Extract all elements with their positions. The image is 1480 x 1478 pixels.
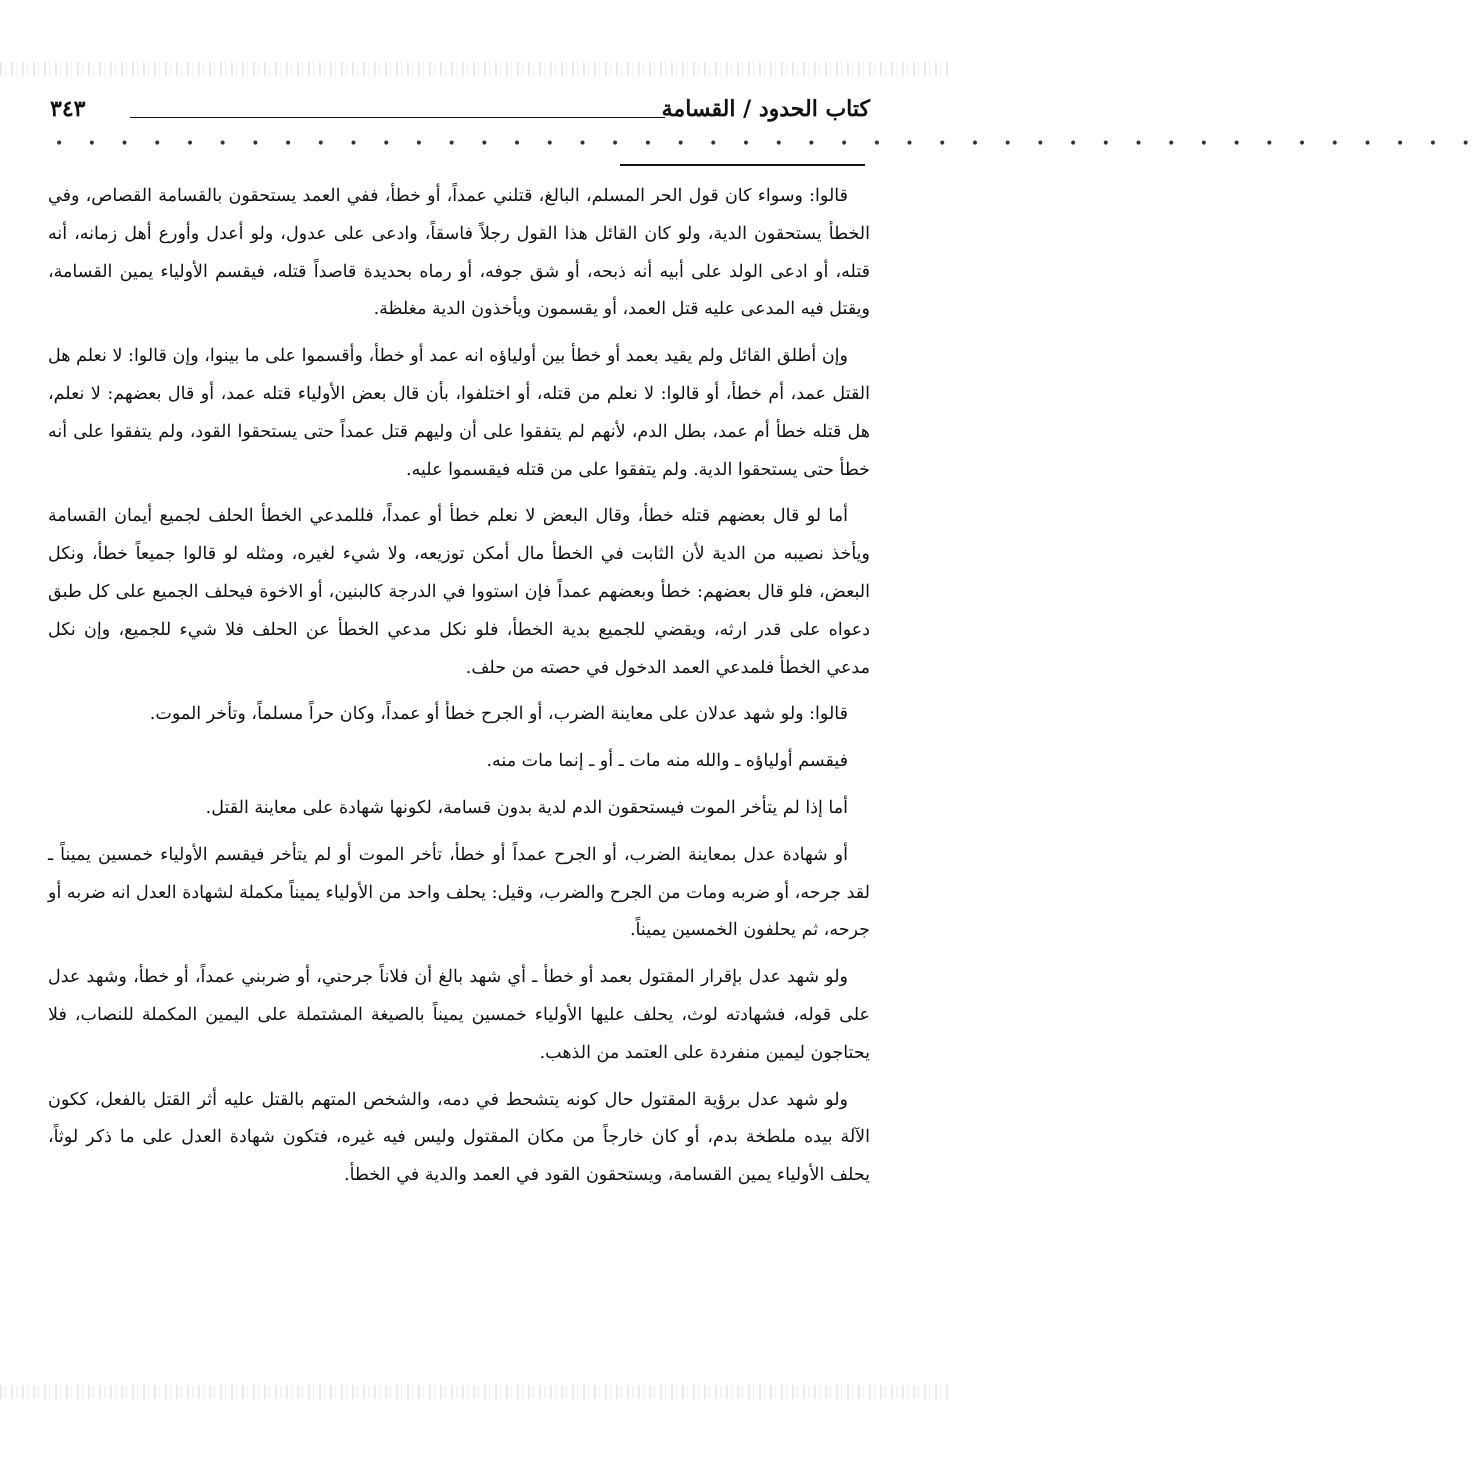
scan-noise-bottom xyxy=(0,1385,950,1399)
body-text xyxy=(48,178,870,1204)
short-rule xyxy=(620,164,865,166)
paragraph: وإن أطلق القائل ولم يقيد بعمد أو خطأ بين أولياؤه انه عمد أو خطأ، وأقسموا على ما بينوا، وإن قالوا: لا نعلم هل القتل عمد، أم خطأ، أو قالوا: لا نعلم من قتله، أو اختلفوا، بأن قال بعض الأولياء قتله عمد، أو قال بعضهم: لا نعلم، هل قتله خطأ أم عمد، بطل الدم، لأنهم لم يتفقوا على أن وليهم قتل عمداً حتى يستحقوا القود، ولم يتفقوا على أنه خطأ حتى يستحقوا الدية. ولم يتفقوا على من قتله فيقسموا عليه. xyxy=(48,346,870,480)
paragraph: أما لو قال بعضهم قتله خطأ، وقال البعض لا نعلم خطأ أو عمداً، فللمدعي الخطأ الحلف لجميع أيمان القسامة ويأخذ نصيبه من الدية لأن الثابت في الخطأ مال أمكن توزيعه، ولا شيء لغيره، ومثله لو قالوا جميعاً خطأ، ونكل البعض، فلو قال بعضهم: خطأ وبعضهم عمداً فإن استووا في الدرجة كالبنين، أو الاخوة فيحلف الجميع على كل طبق دعواه على قدر ارثه، ويقضي للجميع بدية الخطأ، فلو نكل مدعي الخطأ عن الحلف فلا شيء للجميع، وإن نكل مدعي الخطأ فلمدعي العمد الدخول في حصته من حلف. xyxy=(48,506,870,678)
paragraph: ولو شهد عدل برؤية المقتول حال كونه يتشحط في دمه، والشخص المتهم بالقتل عليه أثر القتل بالفعل، ككون الآلة بيده ملطخة بدم، أو كان خارجاً من مكان المقتول وليس فيه غيره، فتكون شهادة العدل على ما ذكر لوثاً، يحلف الأولياء يمين القسامة، ويستحقون القود في العمد والدية في الخطأ. xyxy=(48,1089,870,1186)
paragraph: قالوا: وسواء كان قول الحر المسلم، البالغ، قتلني عمداً، أو خطأ، ففي العمد يستحقون بالقسامة القصاص، وفي الخطأ يستحقون الدية، ولو كان القائل هذا القول رجلاً فاسقاً، وادعى على عدول، ولو أعدل وأورع أهل زمانه، أنه قتله، أو ادعى الولد على أبيه أنه ذبحه، أو شق جوفه، أو رماه بحديدة قاصداً قتله، فيقسم الأولياء يمين القسامة، ويقتل فيه المدعى عليه قتل العمد، أو يقسمون ويأخذون الدية مغلظة. xyxy=(48,186,870,320)
paragraph: أما إذا لم يتأخر الموت فيستحقون الدم لدية بدون قسامة، لكونها شهادة على معاينة القتل. xyxy=(205,797,848,818)
paragraph: أو شهادة عدل بمعاينة الضرب، أو الجرح عمداً أو خطأ، تأخر الموت أو لم يتأخر فيقسم الأولياء خمسين يميناً ـ لقد جرحه، أو ضربه ومات من الجرح والضرب، وقيل: يحلف واحد من الأولياء يميناً مكملة لشهادة العدل انه ضربه أو جرحه، ثم يحلفون الخمسين يميناً. xyxy=(48,844,870,941)
page-header xyxy=(50,96,870,136)
dotted-separator: • • • • • • • • • • • • • • • • • • • • • • • • • • • • • • • • • • • • • • • • • • • • xyxy=(55,136,1480,152)
running-title: كتاب الحدود / القسامة xyxy=(661,96,870,122)
paragraph: فيقسم أولياؤه ـ والله منه مات ـ أو ـ إنما مات منه. xyxy=(486,751,848,772)
scan-noise-top xyxy=(0,62,950,76)
header-rule xyxy=(130,117,665,118)
page-number: ٣٤٣ xyxy=(50,96,86,122)
paragraph: قالوا: ولو شهد عدلان على معاينة الضرب، أو الجرح خطأ أو عمداً، وكان حراً مسلماً، وتأخر الموت. xyxy=(149,704,848,725)
paragraph: ولو شهد عدل بإقرار المقتول بعمد أو خطأ ـ أي شهد بالغ أن فلاناً جرحني، أو ضربني عمداً، أو خطأ، وشهد عدل على قوله، فشهادته لوث، يحلف عليها الأولياء خمسين يميناً بالصيغة المشتملة على اليمين المكملة للنصاب، فلا يحتاجون ليمين منفردة على العتمد من الذهب. xyxy=(48,967,870,1063)
